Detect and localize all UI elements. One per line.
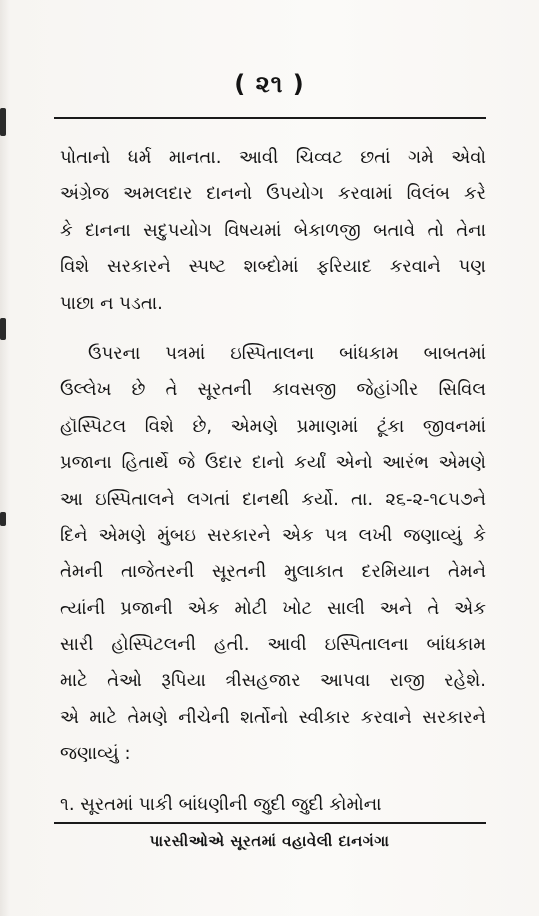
text-line: ત્યાંની પ્રજાની એક મોટી ખોટ સાલી અને તે એક <box>60 597 486 619</box>
numbered-list-item: ૧. સૂરતમાં પાકી બાંધણીની જુદી જુદી કોમોના <box>60 793 382 815</box>
text-line: દિને એમણે મુંબઇ સરકારને એક પત્ર લખી જણાવ્યું કે <box>60 524 486 546</box>
text-line: આ ઇસ્પિતાલને લગતાં દાનથી કર્યો. તા. ૨૬-૨-૧૮૫૭ને <box>60 488 486 510</box>
text-line: એ માટે તેમણે નીચેની શર્તોનો સ્વીકાર કરવાને સરકારને <box>60 706 486 728</box>
text-line: વિશે સરકારને સ્પષ્ટ શબ્દોમાં ફરિયાદ કરવાને પણ <box>60 256 486 278</box>
binding-edge-mark <box>0 318 6 340</box>
text-line: માટે તેઓ રૂપિયા ત્રીસહજાર આપવા રાજી રહેશે. <box>60 670 486 692</box>
text-line: સારી હોસ્પિટલની હતી. આવી ઇસ્પિતાલના બાંધકામ <box>60 634 486 656</box>
text-line: પ્રજાના હિતાર્થે જે ઉદાર દાનો કર્યાં એનો આરંભ એમણે <box>60 452 486 474</box>
text-line: હૉસ્પિટલ વિશે છે, એમણે પ્રમાણમાં ટૂંકા જીવનમાં <box>60 415 486 437</box>
page-number: ( ૨૧ ) <box>234 70 305 98</box>
text-line: પોતાનો ધર્મ માનતા. આવી ચિવ્વટ છતાં ગમે એવો <box>60 147 486 168</box>
text-line: કે દાનના સદુપયોગ વિષયમાં બેકાળજી બતાવે તો તેના <box>60 219 486 241</box>
running-footer: પારસીઓએ સૂરતમાં વહાવેલી દાનગંગા <box>149 832 390 850</box>
paragraph <box>60 336 486 773</box>
text-line: પાછા ન પડતા. <box>60 292 163 314</box>
paragraph <box>60 140 486 322</box>
footer-rule <box>54 822 486 824</box>
body-text <box>60 140 486 823</box>
binding-edge-mark <box>0 512 6 526</box>
header-rule <box>54 117 486 119</box>
text-line: તેમની તાજેતરની સૂરતની મુલાકાત દરમિયાન તેમને <box>60 561 486 583</box>
text-line: ઉલ્લેખ છે તે સૂરતની કાવસજી જેહાંગીર સિવિલ <box>60 379 486 401</box>
binding-edge-mark <box>0 108 6 136</box>
text-line: જણાવ્યું : <box>60 743 131 765</box>
text-line: અંગ્રેજ અમલદાર દાનનો ઉપયોગ કરવામાં વિલંબ કરે <box>60 183 486 205</box>
text-line: ઉપરના પત્રમાં ઇસ્પિતાલના બાંધકામ બાબતમાં <box>88 342 486 364</box>
